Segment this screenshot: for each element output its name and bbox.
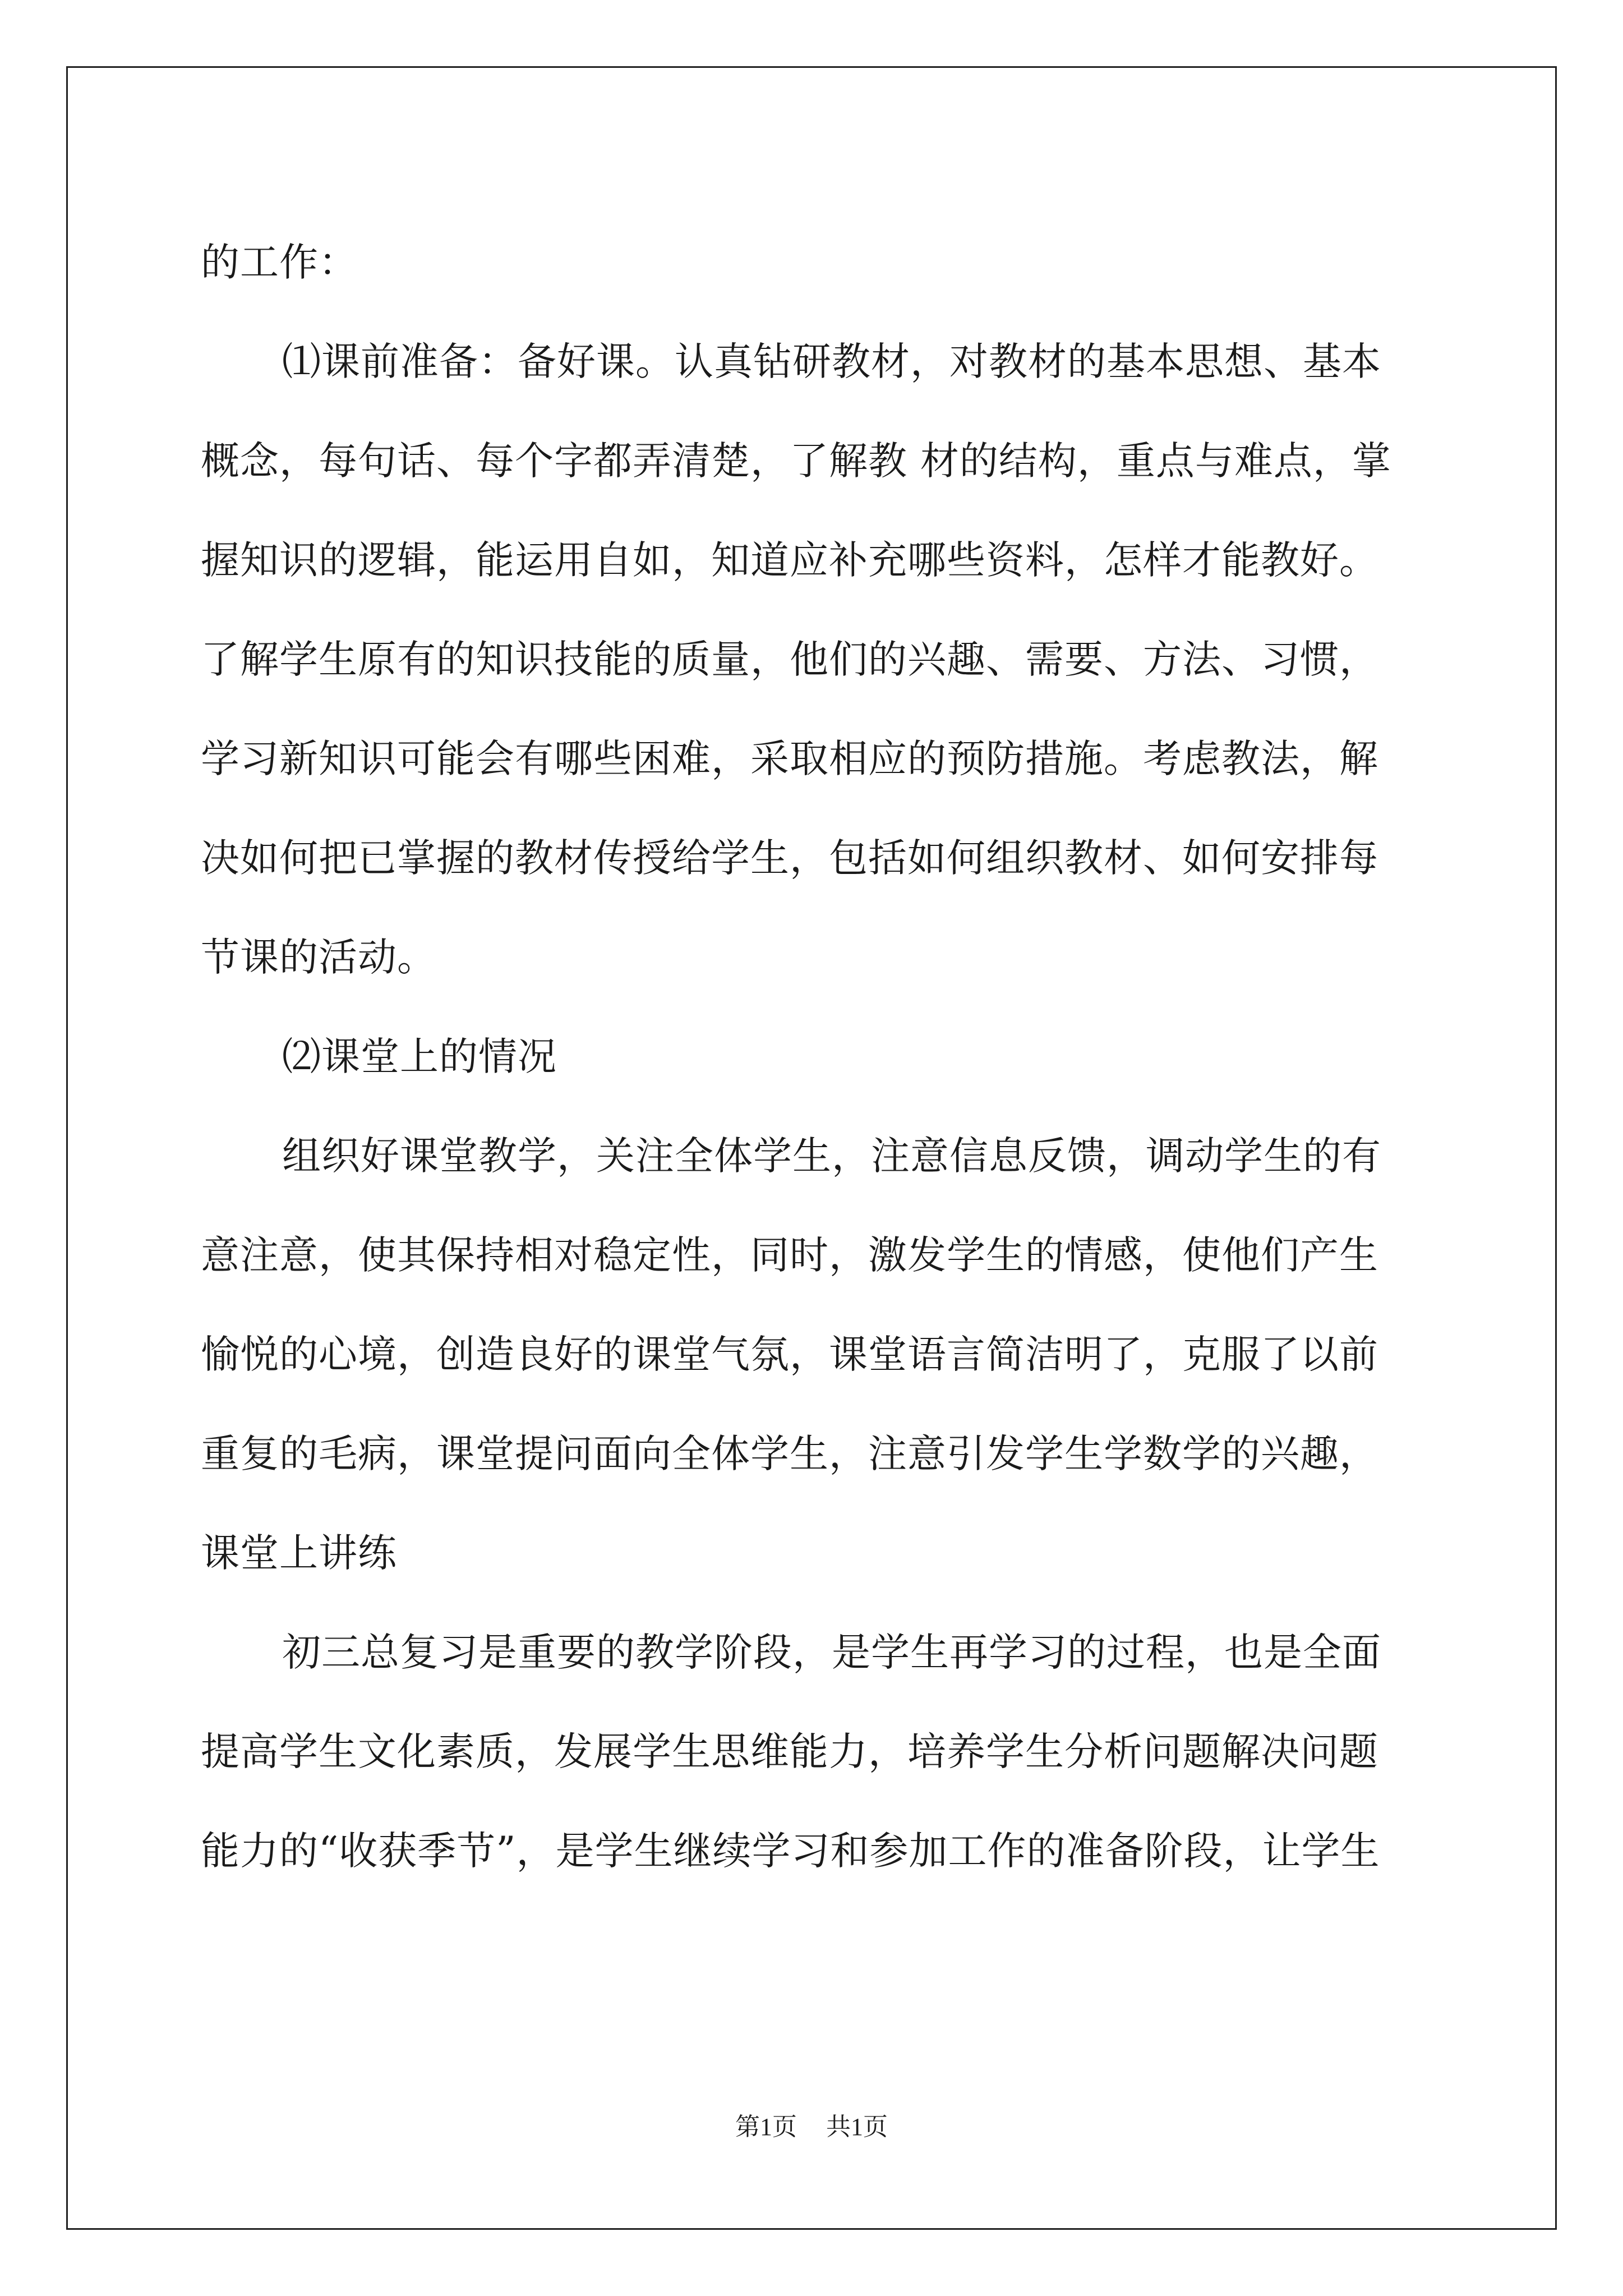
document-body: [201, 213, 1429, 1901]
text-line: 了解学生原有的知识技能的质量，他们的兴趣、需要、方法、习惯，: [201, 637, 1378, 682]
paragraph-classroom-teaching: [201, 1107, 1429, 1603]
paragraph-classroom-heading: [201, 1007, 1429, 1107]
paragraph-1: [201, 213, 1429, 312]
text-line: 意注意，使其保持相对稳定性，同时，激发学生的情感，使他们产生: [201, 1233, 1378, 1278]
text-line: ⑵课堂上的情况: [282, 1034, 557, 1079]
text-line: 能力的“收获季节”，是学生继续学习和参加工作的准备阶段，让学生: [201, 1829, 1380, 1874]
text-line: 学习新知识可能会有哪些困难，采取相应的预防措施。考虑教法，解: [201, 737, 1378, 781]
page-total: 共1页: [826, 2113, 888, 2141]
text-line: 概念，每句话、每个字都弄清楚，了解教 材的结构，重点与难点，掌: [201, 439, 1391, 484]
text-line: 初三总复习是重要的教学阶段，是学生再学习的过程，也是全面: [282, 1630, 1381, 1675]
text-line: 愉悦的心境，创造良好的课堂气氛，课堂语言简洁明了，克服了以前: [201, 1332, 1378, 1377]
text-line: 组织好课堂教学，关注全体学生，注意信息反馈，调动学生的有: [282, 1134, 1381, 1179]
page-footer: [0, 2110, 1623, 2144]
text-line: 握知识的逻辑，能运用自如，知道应补充哪些资料，怎样才能教好。: [201, 538, 1378, 583]
text-line: 决如何把已掌握的教材传授给学生，包括如何组织教材、如何安排每: [201, 836, 1378, 881]
text-line: 的工作：: [201, 240, 358, 285]
text-line: 课堂上讲练: [201, 1531, 397, 1576]
paragraph-lesson-preparation: [201, 312, 1429, 1007]
page-number: 第1页: [735, 2113, 797, 2141]
paragraph-review: [201, 1603, 1429, 1901]
text-line: ⑴课前准备：备好课。认真钻研教材，对教材的基本思想、基本: [282, 339, 1381, 384]
text-line: 重复的毛病，课堂提问面向全体学生，注意引发学生学数学的兴趣，: [201, 1432, 1378, 1476]
text-line: 提高学生文化素质，发展学生思维能力，培养学生分析问题解决问题: [201, 1729, 1378, 1774]
text-line: 节课的活动。: [201, 935, 436, 980]
